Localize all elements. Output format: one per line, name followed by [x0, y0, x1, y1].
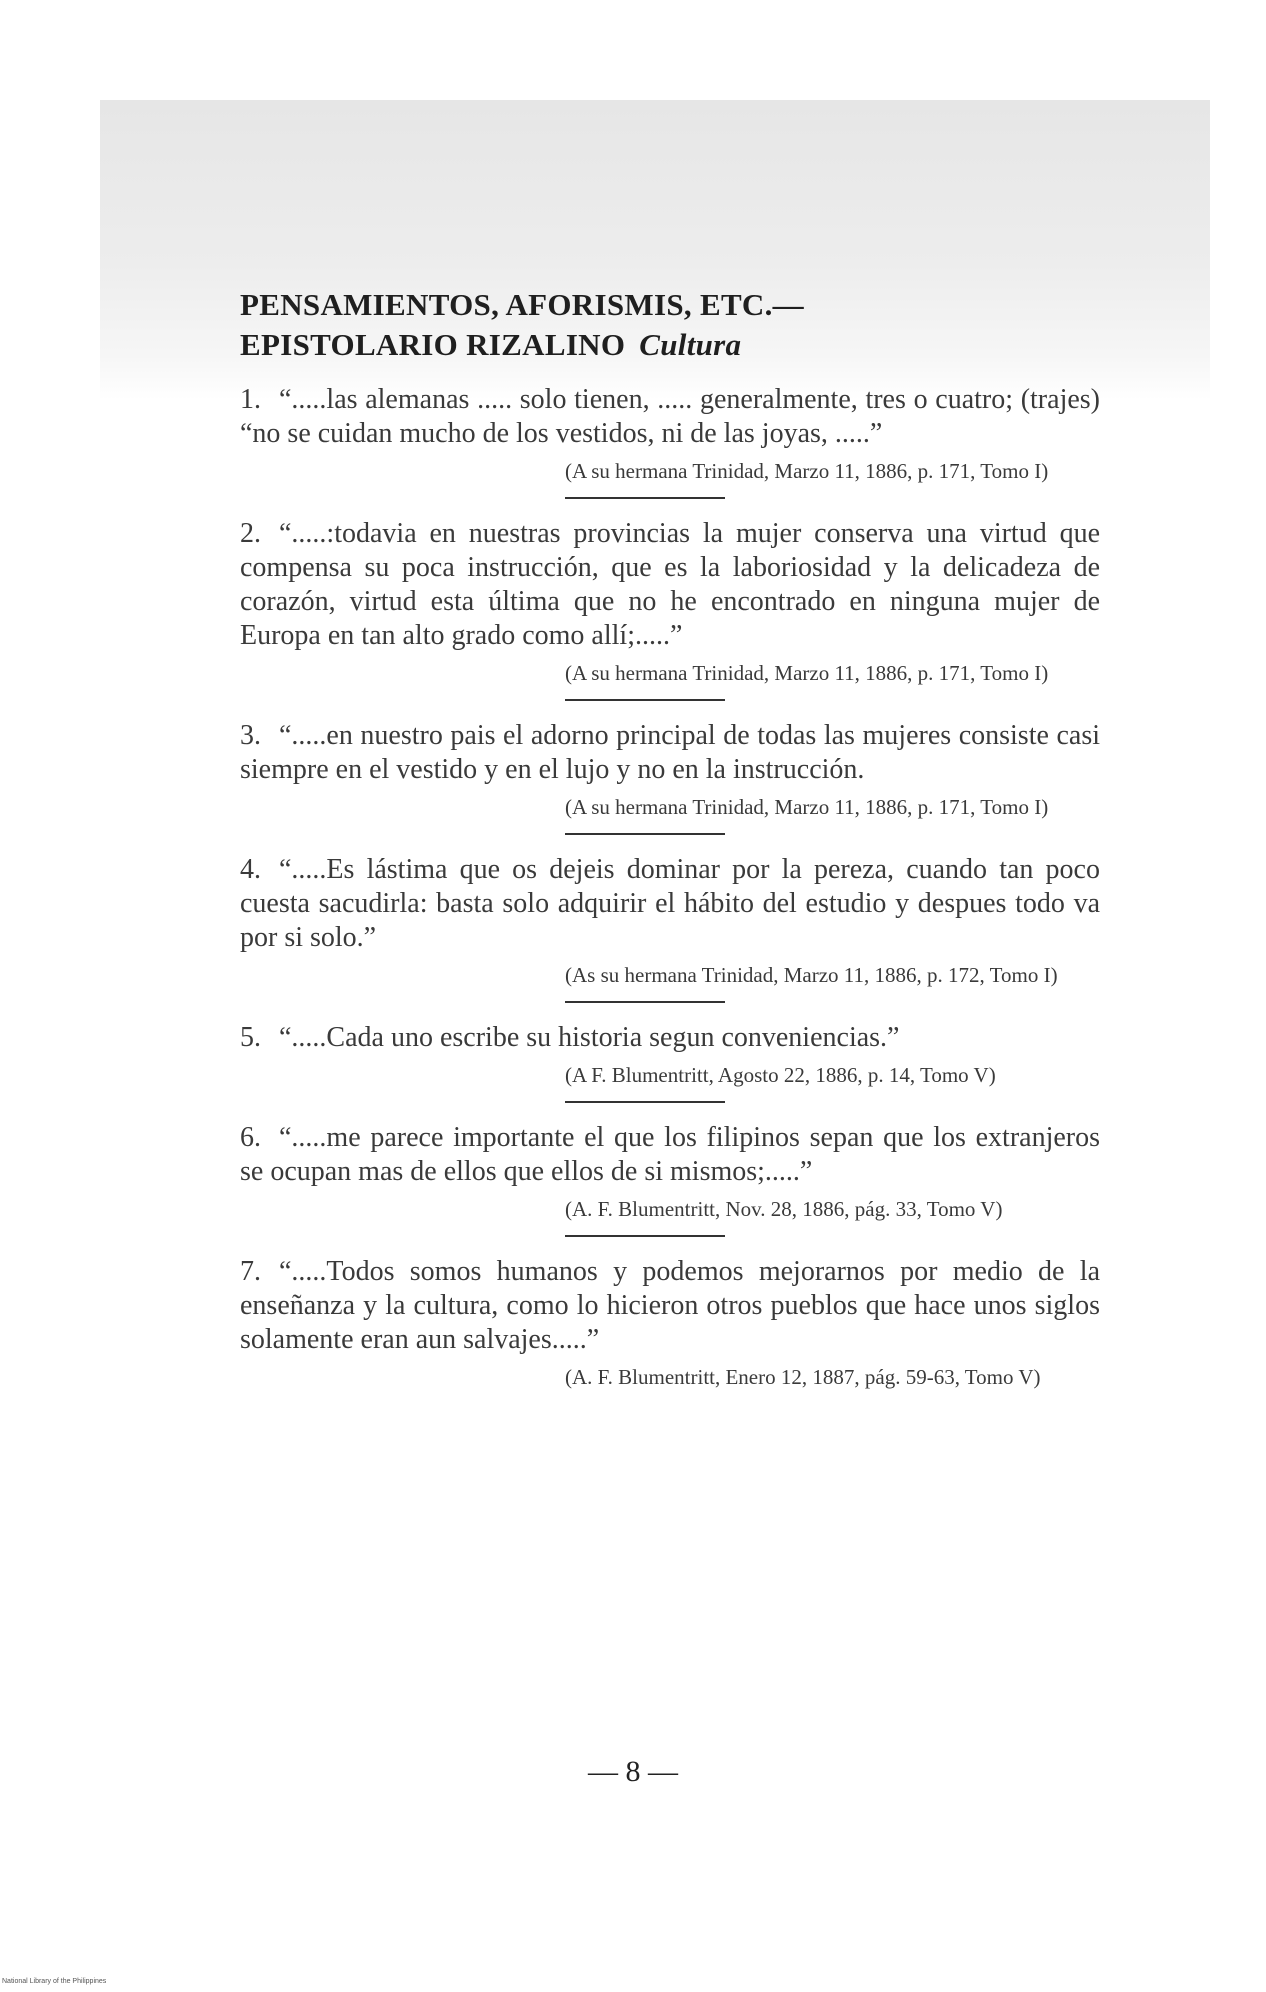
quote-source: (A su hermana Trinidad, Marzo 11, 1886, p. 171, Tomo I) [565, 459, 1049, 483]
library-footer: National Library of the Philippines [2, 1978, 107, 1985]
quote-source: (A F. Blumentritt, Agosto 22, 1886, p. 14, Tomo V) [565, 1063, 996, 1087]
quote-body: “.....las alemanas ..... solo tienen, ..... generalmente, tres o cuatro; (trajes) “no se cuidan mucho de los vestidos, ni de las joyas, .....” [240, 384, 1100, 449]
quote-number: 4. [240, 854, 261, 885]
page-number: — 8 — [588, 1755, 678, 1788]
quote-number: 7. [240, 1256, 261, 1287]
quote-body: “.....Cada uno escribe su historia segun conveniencias.” [279, 1022, 900, 1053]
quote-number: 2. [240, 518, 261, 549]
quote-text [240, 853, 1100, 955]
quote-item-2 [240, 517, 1100, 701]
heading-title: EPISTOLARIO RIZALINO [240, 327, 626, 362]
quote-text [240, 383, 1100, 451]
quote-item-7 [240, 1255, 1100, 1389]
divider [565, 1101, 725, 1103]
quote-item-1 [240, 383, 1100, 499]
quote-number: 6. [240, 1122, 261, 1153]
page-heading [240, 285, 1100, 365]
quote-body: “.....me parece importante el que los filipinos sepan que los extranjeros se ocupan mas de ellos que ellos de si mismos;.....” [240, 1122, 1100, 1187]
quote-text [240, 1021, 1100, 1055]
quote-text [240, 517, 1100, 653]
quote-source: (A su hermana Trinidad, Marzo 11, 1886, p. 171, Tomo I) [565, 661, 1049, 685]
quote-text [240, 719, 1100, 787]
heading-line-1: PENSAMIENTOS, AFORISMIS, ETC.— [240, 287, 804, 322]
heading-line-2 [240, 325, 1100, 365]
quote-source: (As su hermana Trinidad, Marzo 11, 1886, p. 172, Tomo I) [565, 963, 1058, 987]
divider [565, 1235, 725, 1237]
quote-body: “.....Todos somos humanos y podemos mejorarnos por medio de la enseñanza y la cultura, como lo hicieron otros pueblos que hace unos siglos solamente eran aun salvajes.....” [240, 1256, 1100, 1355]
quote-text [240, 1255, 1100, 1357]
quote-body: “.....en nuestro pais el adorno principal de todas las mujeres consiste casi siempre en el vestido y en el lujo y no en la instrucción. [240, 720, 1100, 785]
quote-number: 1. [240, 384, 261, 415]
divider [565, 1001, 725, 1003]
page-content [240, 285, 1100, 1389]
divider [565, 699, 725, 701]
quote-item-5 [240, 1021, 1100, 1103]
quote-source: (A su hermana Trinidad, Marzo 11, 1886, p. 171, Tomo I) [565, 795, 1049, 819]
divider [565, 497, 725, 499]
quote-text [240, 1121, 1100, 1189]
quote-body: “.....:todavia en nuestras provincias la mujer conserva una virtud que compensa su poca instrucción, que es la laboriosidad y la delicadeza de corazón, virtud esta última que no he encontrado en ninguna mujer de Europa en tan alto grado como allí;.....” [240, 518, 1100, 651]
quote-item-6 [240, 1121, 1100, 1237]
quote-item-4 [240, 853, 1100, 1003]
quote-source: (A. F. Blumentritt, Enero 12, 1887, pág. 59-63, Tomo V) [565, 1365, 1041, 1389]
heading-subtitle: Cultura [639, 327, 742, 362]
quote-item-3 [240, 719, 1100, 835]
quote-number: 3. [240, 720, 261, 751]
divider [565, 833, 725, 835]
quote-number: 5. [240, 1022, 261, 1053]
quote-body: “.....Es lástima que os dejeis dominar por la pereza, cuando tan poco cuesta sacudirla: basta solo adquirir el hábito del estudio y despues todo va por si solo.” [240, 854, 1100, 953]
quote-source: (A. F. Blumentritt, Nov. 28, 1886, pág. 33, Tomo V) [565, 1197, 1003, 1221]
